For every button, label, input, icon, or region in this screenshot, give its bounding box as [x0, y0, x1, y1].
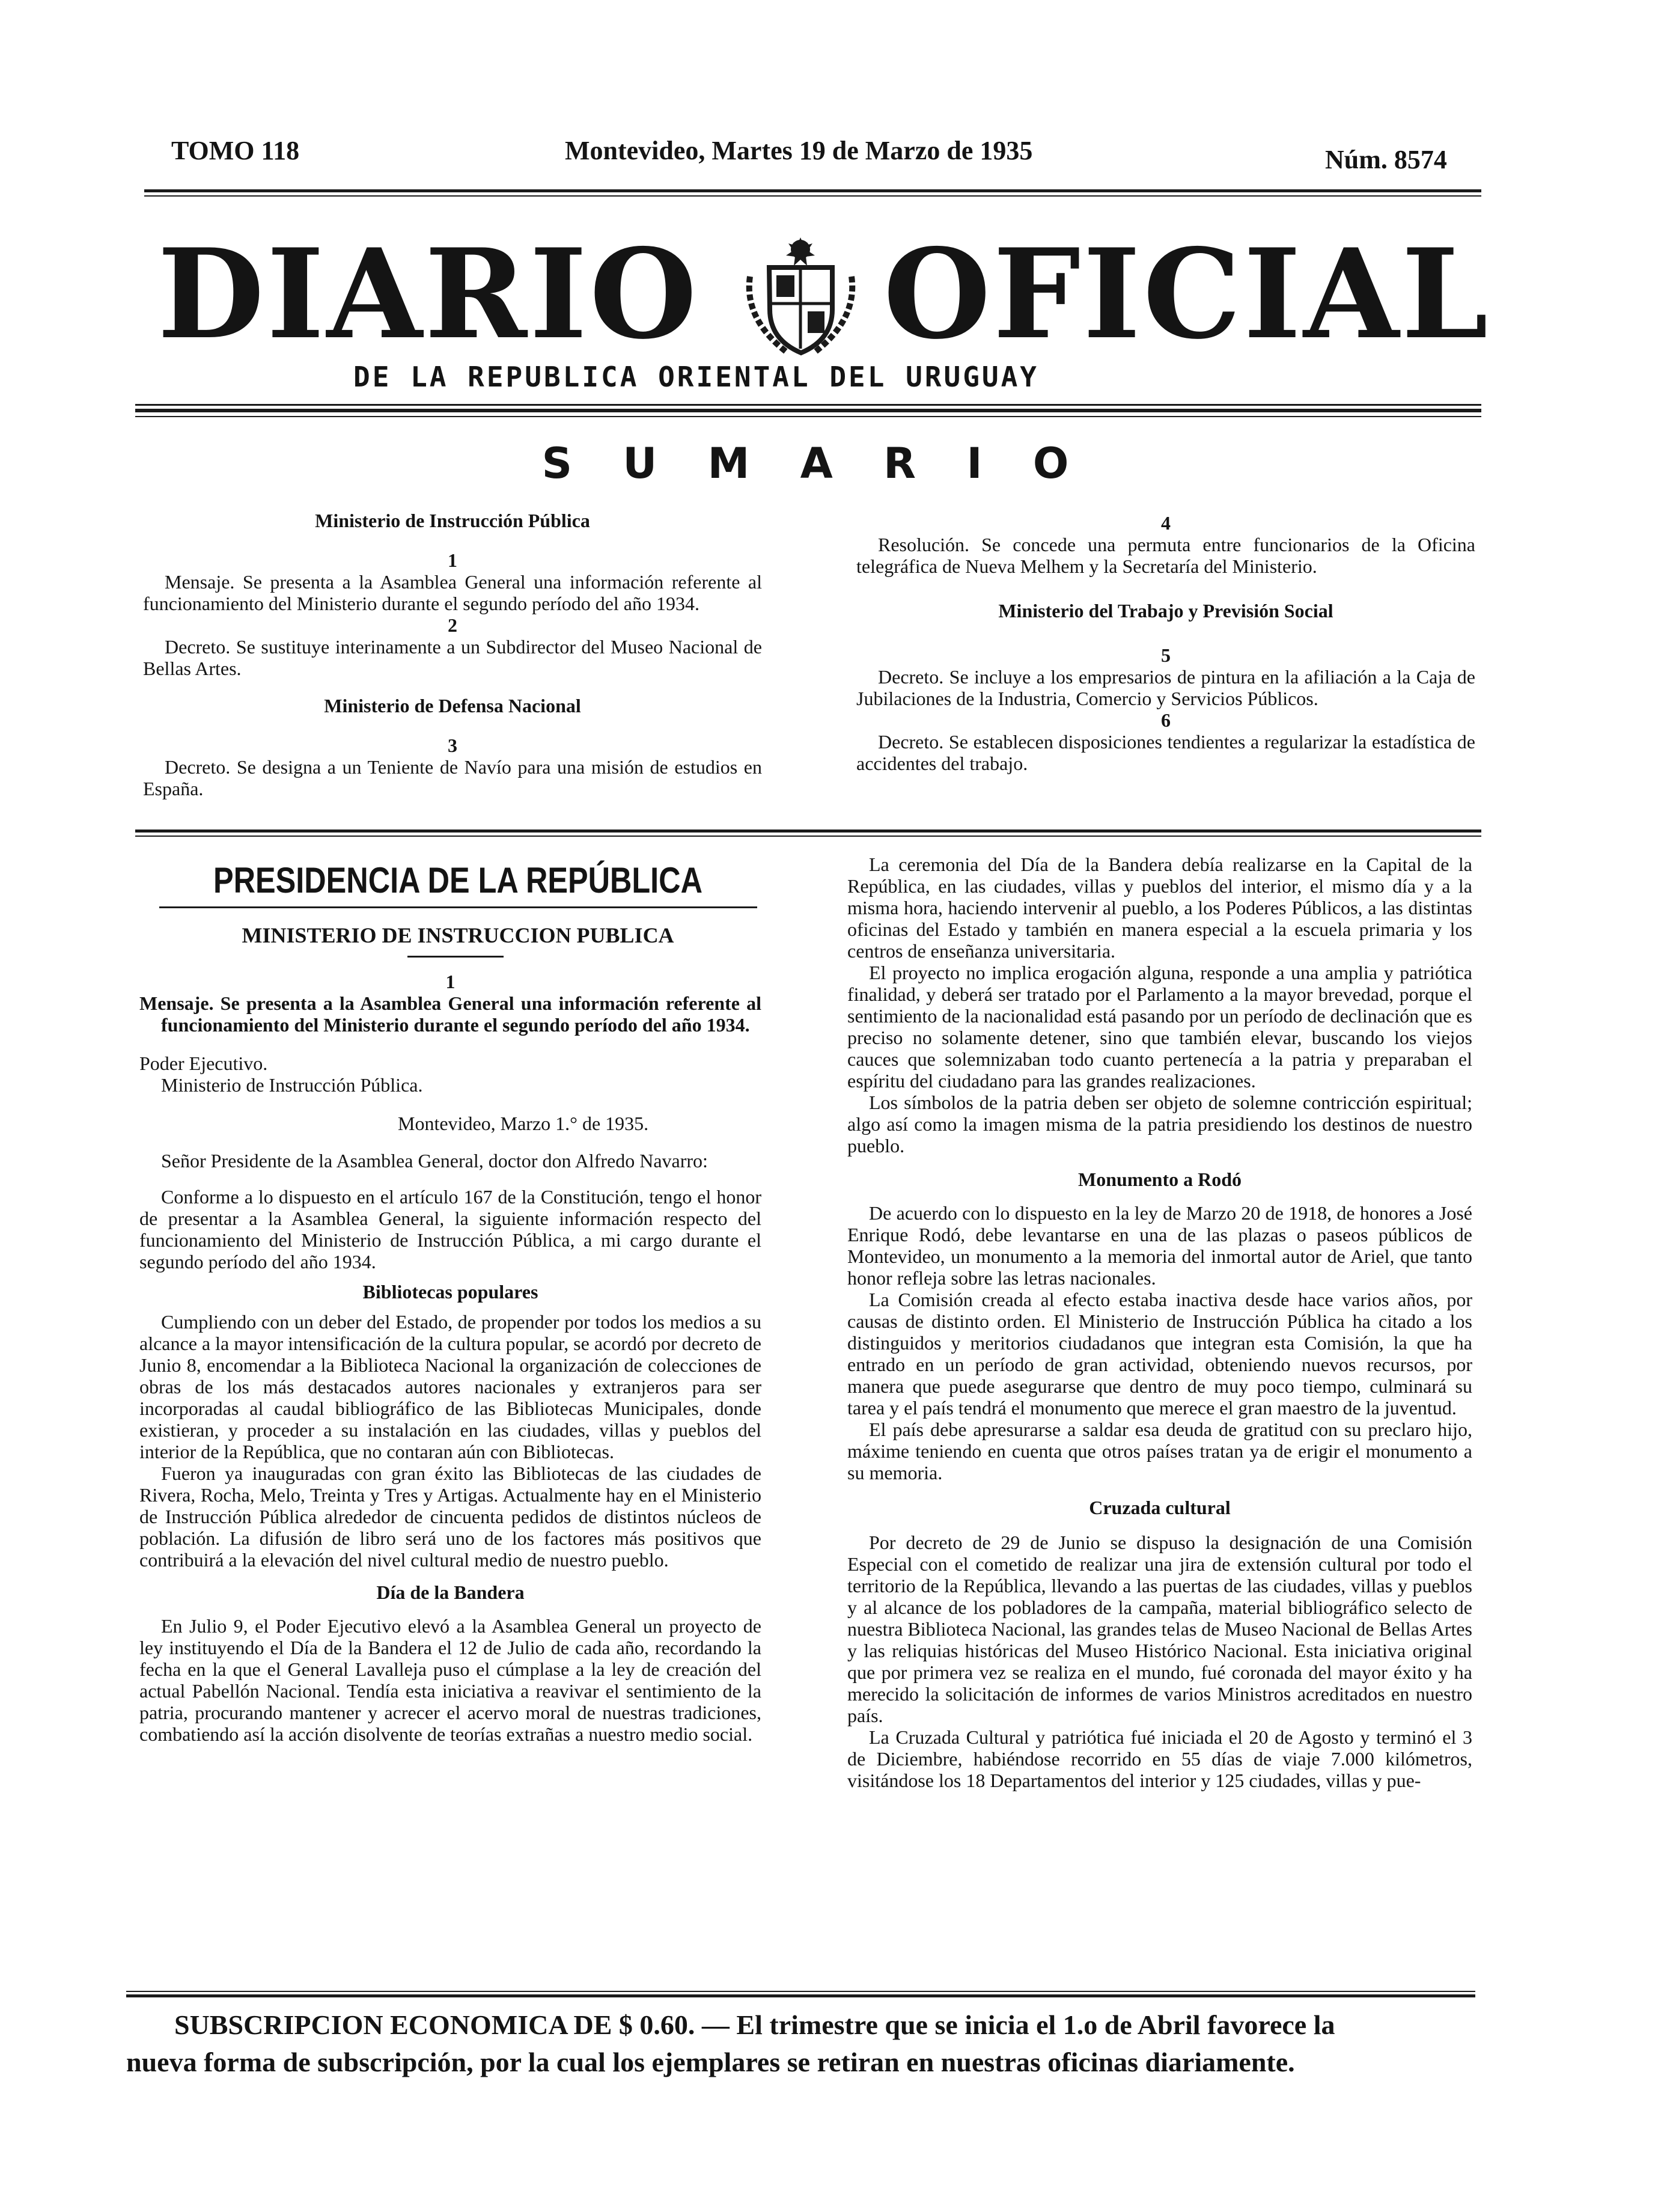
sumario-left [143, 510, 762, 799]
sumario-item-number: 5 [1161, 644, 1171, 666]
article-headline: Mensaje. Se presenta a la Asamblea General una información referente al funcionamiento del Ministerio durante el segundo período del año 1934. [139, 992, 761, 1036]
sender-line: Poder Ejecutivo. [139, 1053, 268, 1074]
paragraph: La ceremonia del Día de la Bandera debía realizarse en la Capital de la República, en las ciudades, villas y pueblos del interior, el mismo día y a la misma hora, haciendo intervenir al pueblo, a los Poderes Públicos, a las distintas oficinas del Estado y también en manera especial a la escuela primaria y los centros de enseñanza universitaria. [847, 854, 1472, 962]
tomo-label: TOMO 118 [171, 136, 300, 165]
subheading-cruzada: Cruzada cultural [1089, 1497, 1231, 1518]
letter-date: Montevideo, Marzo 1.° de 1935. [398, 1113, 649, 1134]
sumario-item: Resolución. Se concede una permuta entre funcionarios de la Oficina telegráfica de Nueva Melhem y la Secretaría del Ministerio. [856, 534, 1475, 577]
sumario-item: Decreto. Se designa a un Teniente de Navío para una misión de estudios en España. [143, 756, 762, 799]
sumario-item: Decreto. Se establecen disposiciones tendientes a regularizar la estadística de accidentes del trabajo. [856, 731, 1475, 774]
masthead-rule-3 [135, 416, 1481, 417]
sumario-ministry-trabajo: Ministerio del Trabajo y Previsión Social [998, 600, 1333, 622]
footer-notice-line2: nueva forma de subscripción, por la cual los ejemplares se retiran en nuestras oficinas diariamente. [126, 2047, 1295, 2077]
right-article [847, 854, 1472, 1791]
paragraph: Conforme a lo dispuesto en el artículo 167 de la Constitución, tengo el honor de presentar a la Asamblea General, la siguiente información respecto del funcionamiento del Ministerio de Instrucción Pública, a mi cargo durante el segundo período del año 1934. [139, 1186, 761, 1273]
paragraph: El proyecto no implica erogación alguna, responde a una amplia y patriótica finalidad, y deberá ser tratado por el Parlamento a la mayor brevedad, porque el sentimiento de la nacionalidad está pasando por un período de declinación que es preciso no solamente detener, sino que también elevar, buscando los viejos cauces que solemnizaban todo cuanto pertenecía a la patria y preparaban el espíritu del ciudadano para las grandes realizaciones. [847, 962, 1472, 1092]
ministry-heading: MINISTERIO DE INSTRUCCION PUBLICA [242, 923, 674, 947]
sender-line: Ministerio de Instrucción Pública. [161, 1074, 423, 1096]
sumario-ministry-instruccion: Ministerio de Instrucción Pública [315, 510, 590, 531]
sumario-ministry-defensa: Ministerio de Defensa Nacional [324, 695, 581, 716]
sumario-item-number: 1 [448, 549, 457, 571]
article-number: 1 [445, 971, 456, 992]
dateline: Montevideo, Martes 19 de Marzo de 1935 [565, 136, 1033, 165]
header-rule-1 [144, 189, 1481, 192]
section-title: PRESIDENCIA DE LA REPÚBLICA [213, 860, 702, 900]
paragraph: La Cruzada Cultural y patriótica fué iniciada el 20 de Agosto y terminó el 3 de Diciembre, habiéndose recorrido en 55 días de viaje 7.000 kilómetros, visitándose los 18 Departamentos del interior y 125 ciudades, villas y pue- [847, 1726, 1472, 1791]
paragraph: Por decreto de 29 de Junio se dispuso la designación de una Comisión Especial con el cometido de realizar una jira de extensión cultural por todo el territorio de la República, llevando a las puertas de las ciudades, villas y pueblos y al alcance de los pobladores de la campaña, material bibliográfico selecto de nuestra Biblioteca Nacional, las grandes telas de Museo Nacional de Bellas Artes y las reliquias históricas del Museo Histórico Nacional. Esta iniciativa original que por primera vez se realiza en el mundo, fué coronada del mayor éxito y ha merecido la solicitación de informes de varios Ministros acreditados en nuestro país. [847, 1532, 1472, 1726]
masthead-subtitle: DE LA REPUBLICA ORIENTAL DEL URUGUAY [353, 361, 1039, 393]
header-rule-2 [144, 195, 1481, 197]
section-title-rule [159, 906, 757, 908]
issue-number: Núm. 8574 [1325, 145, 1447, 174]
paragraph: El país debe apresurarse a saldar esa deuda de gratitud con su preclaro hijo, máxime teniendo en cuenta que otros países tratan ya de erigir el monumento a su memoria. [847, 1419, 1472, 1483]
sumario-item-number: 4 [1161, 512, 1171, 534]
sumario-item-number: 2 [448, 614, 457, 636]
paragraph: En Julio 9, el Poder Ejecutivo elevó a la Asamblea General un proyecto de ley instituyendo el Día de la Bandera el 12 de Julio de cada año, recordando la fecha en la que el General Lavalleja puso el cúmplase a la ley de creación del actual Pabellón Nacional. Tendía esta iniciativa a reavivar el sentimiento de la patria, procurando mantener y acrecer el acervo moral de nuestras tradiciones, combatiendo así la acción disolvente de teorías extrañas a nuestro medio social. [139, 1615, 761, 1745]
footer-notice-line1: SUBSCRIPCION ECONOMICA DE $ 0.60. — El trimestre que se inicia el 1.o de Abril favorece la [174, 2009, 1335, 2040]
sumario-rule-2 [135, 836, 1481, 837]
paragraph: Los símbolos de la patria deben ser objeto de solemne contricción espiritual; algo así como la imagen misma de la patria presidiendo los destinos de nuestro pueblo. [847, 1092, 1472, 1156]
paragraph: Fueron ya inauguradas con gran éxito las Bibliotecas de las ciudades de Rivera, Rocha, Melo, Treinta y Tres y Artigas. Actualmente hay en el Ministerio de Instrucción Pública alrededor de cincuenta pedidos de distintos núcleos de población. La difusión de libro será uno de los factores más positivos que contribuirá a la elevación del nivel cultural medio de nuestro pueblo. [139, 1462, 761, 1571]
sumario-item: Mensaje. Se presenta a la Asamblea General una información referente al funcionamiento del Ministerio durante el segundo período del año 1934. [143, 571, 762, 614]
sumario-item: Decreto. Se sustituye interinamente a un Subdirector del Museo Nacional de Bellas Artes. [143, 636, 762, 679]
subheading-bibliotecas: Bibliotecas populares [362, 1281, 538, 1303]
sumario-item-number: 6 [1161, 709, 1171, 731]
paragraph: De acuerdo con lo dispuesto en la ley de Marzo 20 de 1918, de honores a José Enrique Rodó, debe levantarse en una de las plazas o paseos públicos de Montevideo, un monumento a la memoria del inmortal autor de Ariel, que tanto honor refleja sobre las letras nacionales. [847, 1202, 1472, 1289]
subheading-bandera: Día de la Bandera [376, 1581, 525, 1603]
left-article [139, 971, 761, 1745]
masthead-rule-2 [135, 409, 1481, 412]
sumario-title: S U M A R I O [541, 439, 1069, 488]
sumario-rule-1 [135, 830, 1481, 833]
masthead-title-left: DIARIO [157, 222, 699, 367]
sumario-right [856, 512, 1475, 774]
footer-rule-2 [126, 1994, 1475, 1997]
emblem [745, 234, 856, 358]
paragraph: La Comisión creada al efecto estaba inactiva desde hace varios años, por causas de distinto orden. El Ministerio de Instrucción Pública ha citado a los distinguidos y meritorios ciudadanos que integran esta Comisión, la que ha entrado en un período de gran actividad, obteniendo nuevos recursos, por manera que puede asegurarse que dentro de muy poco tiempo, culminará su tarea y el país tendrá el monumento que merece el gran maestro de la juventud. [847, 1289, 1472, 1419]
sumario-item-number: 3 [448, 735, 457, 756]
sumario-item: Decreto. Se incluye a los empresarios de pintura en la afiliación a la Caja de Jubilaciones de la Industria, Comercio y Servicios Públicos. [856, 666, 1475, 709]
masthead-title-right: OFICIAL [883, 222, 1491, 367]
subheading-rodo: Monumento a Rodó [1077, 1169, 1242, 1190]
salutation: Señor Presidente de la Asamblea General, doctor don Alfredo Navarro: [161, 1150, 708, 1172]
paragraph: Cumpliendo con un deber del Estado, de propender por todos los medios a su alcance a la mayor intensificación de la cultura popular, se acordó por decreto de Junio 8, encomendar a la Biblioteca Nacional la organización de colecciones de obras de los más destacados autores nacionales y extranjeros para ser incorporadas al caudal bibliográfico de las Bibliotecas Municipales, donde existieran, y proceder a su instalación en las ciudades, villas y pueblos del interior de la República, que no contaran aún con Bibliotecas. [139, 1311, 761, 1462]
footer-rule-1 [126, 1991, 1475, 1992]
coat-of-arms-icon [745, 234, 856, 358]
masthead-rule-1 [135, 404, 1481, 406]
ministry-underline [407, 956, 504, 958]
